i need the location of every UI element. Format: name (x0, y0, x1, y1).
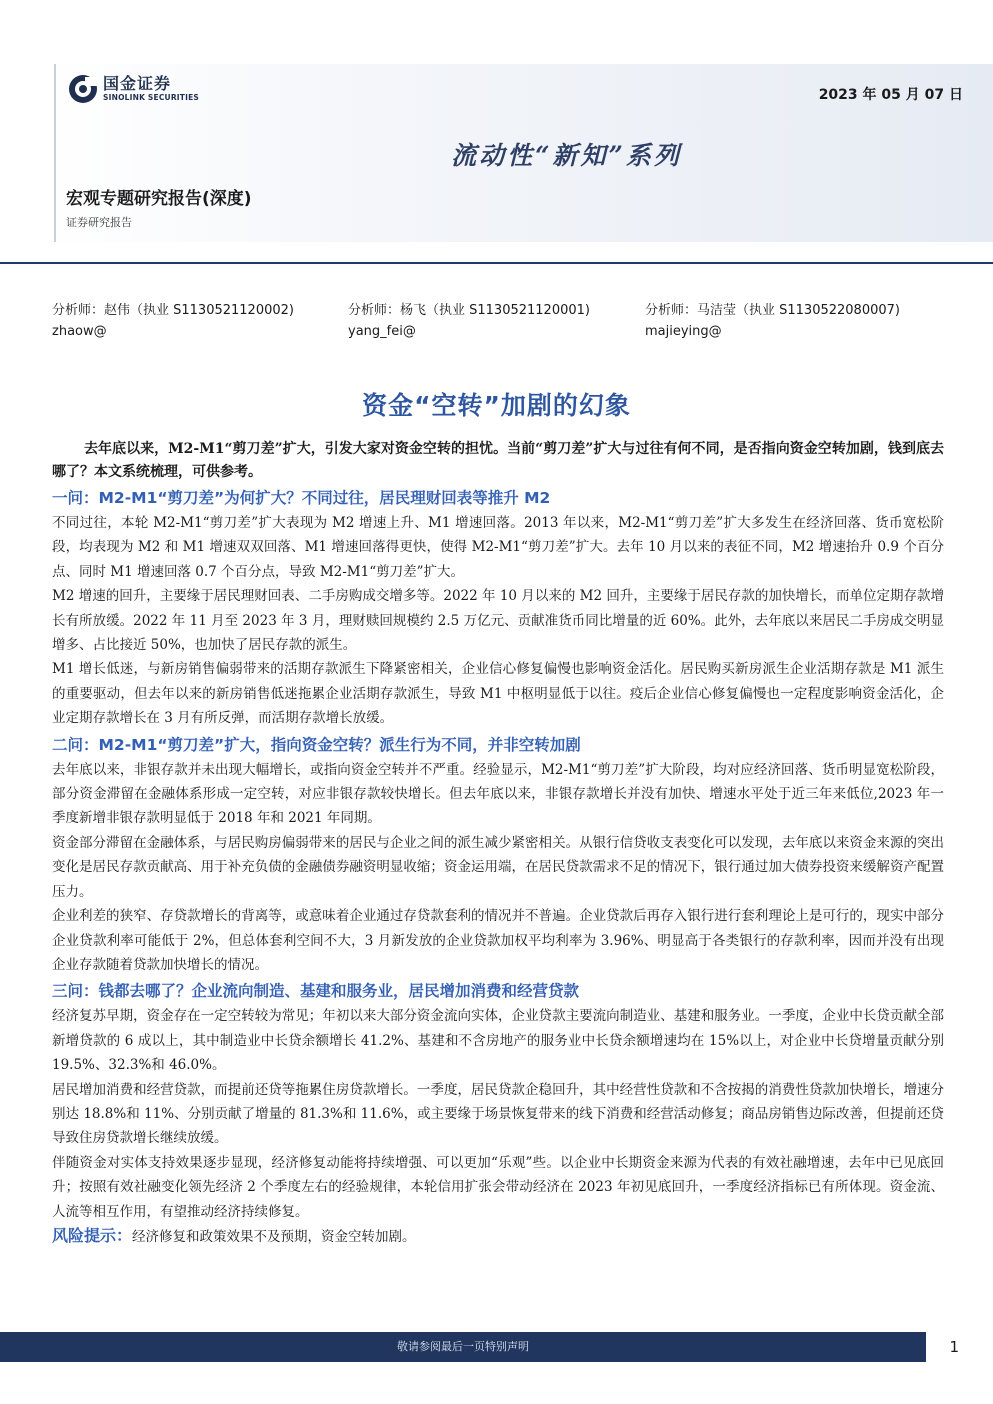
report-type: 宏观专题研究报告(深度) (66, 189, 252, 209)
analyst-name: 分析师：赵伟（执业 S1130521120002) (52, 303, 294, 318)
body-paragraph: 经济复苏早期，资金存在一定空转较为常见；年初以来大部分资金流向实体，企业贷款主要流向制造业、基建和服务业。一季度，企业中长贷贡献全部新增贷款的 6 成以上，其中制造业中长贷余额增长 41.2%、基建和不含房地产的服务业中长贷余额增速均在 15%以上，对企业中长贷增量贡献分别 19.5%、32.3%和 46.0%。 (52, 1008, 944, 1074)
series-title: 流动性“新知”系列 (451, 141, 682, 170)
section-heading-2: 二问：M2-M1“剪刀差”扩大，指向资金空转？派生行为不同，并非空转加剧 (52, 735, 581, 754)
analyst-name: 分析师：马洁莹（执业 S1130522080007) (645, 303, 900, 318)
risk-text: 经济修复和政策效果不及预期，资金空转加剧。 (132, 1228, 416, 1245)
section-heading-1: 一问：M2-M1“剪刀差”为何扩大？不同过往，居民理财回表等推升 M2 (52, 489, 551, 507)
analyst-3 (645, 300, 900, 342)
body-paragraph: 去年底以来，非银存款并未出现大幅增长，或指向资金空转并不严重。经验显示，M2-M1“剪刀差”扩大阶段，均对应经济回落、货币明显宽松阶段，部分资金滞留在金融体系形成一定空转，对应非银存款较快增长。但去年底以来，非银存款增长并没有加快、增速水平处于近三年来低位,2023 年一季度新增非银存款明显低于 2018 年和 2021 年同期。 (52, 761, 944, 827)
risk-label: 风险提示： (52, 1225, 133, 1245)
sinolink-logo-icon (68, 74, 98, 104)
report-body (52, 438, 944, 1249)
company-logo (68, 72, 199, 106)
body-paragraph: 居民增加消费和经营贷款，而提前还贷等拖累住房贷款增长。一季度，居民贷款企稳回升，其中经营性贷款和不含按揭的消费性贷款加快增长，增速分别达 18.8%和 11%、分别贡献了增量的 81.3%和 11.6%，或主要缘于场景恢复带来的线下消费和经营活动修复；商品房销售边际改善，但提前还贷导致住房贷款增长继续放缓。 (52, 1081, 944, 1147)
body-paragraph: 不同过往，本轮 M2-M1“剪刀差”扩大表现为 M2 增速上升、M1 增速回落。2013 年以来，M2-M1“剪刀差”扩大多发生在经济回落、货币宽松阶段，均表现为 M2 和 M1 增速双双回落、M1 增速回落得更快，使得 M2-M1“剪刀差”扩大。去年 10 月以来的表征不同，M2 增速抬升 0.9 个百分点、同时 M1 增速回落 0.7 个百分点，导致 M2-M1“剪刀差”扩大。 (52, 515, 944, 580)
analyst-email: zhaow@ (52, 324, 107, 339)
body-paragraph: M2 增速的回升，主要缘于居民理财回表、二手房购成交增多等。2022 年 10 月以来的 M2 回升，主要缘于居民存款的加快增长，而单位定期存款增长有所放缓。2022 年 11 月至 2023 年 3 月，理财赎回规模约 2.5 万亿元、贡献准货币同比增量的近 60%。此外，去年底以来居民二手房成交明显增多、占比接近 50%，也加快了居民存款的派生。 (52, 588, 944, 654)
section-heading-3: 三问：钱都去哪了？企业流向制造、基建和服务业，居民增加消费和经营贷款 (52, 982, 580, 1001)
logo-chinese-name: 国金证券 (103, 74, 172, 94)
risk-notice (52, 1224, 944, 1249)
report-title: 资金“空转”加剧的幻象 (362, 391, 631, 420)
analyst-1 (52, 300, 294, 342)
intro-paragraph: 去年底以来，M2-M1“剪刀差”扩大，引发大家对资金空转的担忧。当前“剪刀差”扩大与过往有何不同，是否指向资金空转加剧，钱到底去哪了？本文系统梳理，可供参考。 (52, 441, 944, 480)
analyst-email: yang_fei@ (348, 324, 416, 339)
analyst-2 (348, 300, 590, 342)
analyst-name: 分析师：杨飞（执业 S1130521120001) (348, 303, 590, 318)
page-footer (0, 1332, 993, 1404)
report-subtitle: 证券研究报告 (66, 216, 132, 229)
page-number: 1 (949, 1338, 959, 1356)
body-paragraph: M1 增长低迷，与新房销售偏弱带来的活期存款派生下降紧密相关，企业信心修复偏慢也影响资金活化。居民购买新房派生企业活期存款是 M1 派生的重要驱动，但去年以来的新房销售低迷拖累企业活期存款派生，导致 M1 中枢明显低于以往。疫后企业信心修复偏慢也一定程度影响资金活化，企业定期存款增长在 3 月有所反弹，而活期存款增长放缓。 (52, 661, 944, 727)
body-paragraph: 伴随资金对实体支持效果逐步显现，经济修复动能将持续增强、可以更加“乐观”些。以企业中长期资金来源为代表的有效社融增速，去年中已见底回升；按照有效社融变化领先经济 2 个季度左右的经验规律，本轮信用扩张会带动经济在 2023 年初见底回升，一季度经济指标已有所体现。资金流、人流等相互作用，有望推动经济持续修复。 (52, 1154, 944, 1220)
disclaimer-notice: 敬请参阅最后一页特别声明 (0, 1332, 926, 1362)
analyst-email: majieying@ (645, 324, 722, 339)
logo-english-name: SINOLINK SECURITIES (103, 93, 200, 103)
report-date: 2023 年 05 月 07 日 (818, 87, 963, 103)
body-paragraph: 资金部分滞留在金融体系，与居民购房偏弱带来的居民与企业之间的派生减少紧密相关。从银行信贷收支表变化可以发现，去年底以来资金来源的突出变化是居民存款贡献高、用于补充负债的金融债券融资明显收缩；资金运用端，在居民贷款需求不足的情况下，银行通过加大债券投资来缓解资产配置压力。 (52, 834, 944, 900)
body-paragraph: 企业利差的狭窄、存贷款增长的背离等，或意味着企业通过存贷款套利的情况并不普遍。企业贷款后再存入银行进行套利理论上是可行的，现实中部分企业贷款利率可能低于 2%，但总体套利空间不大，3 月新发放的企业贷款加权平均利率为 3.96%、明显高于各类银行的存款利率，因而并没有出现企业存款随着贷款加快增长的情况。 (52, 908, 944, 973)
header-divider (0, 262, 993, 264)
